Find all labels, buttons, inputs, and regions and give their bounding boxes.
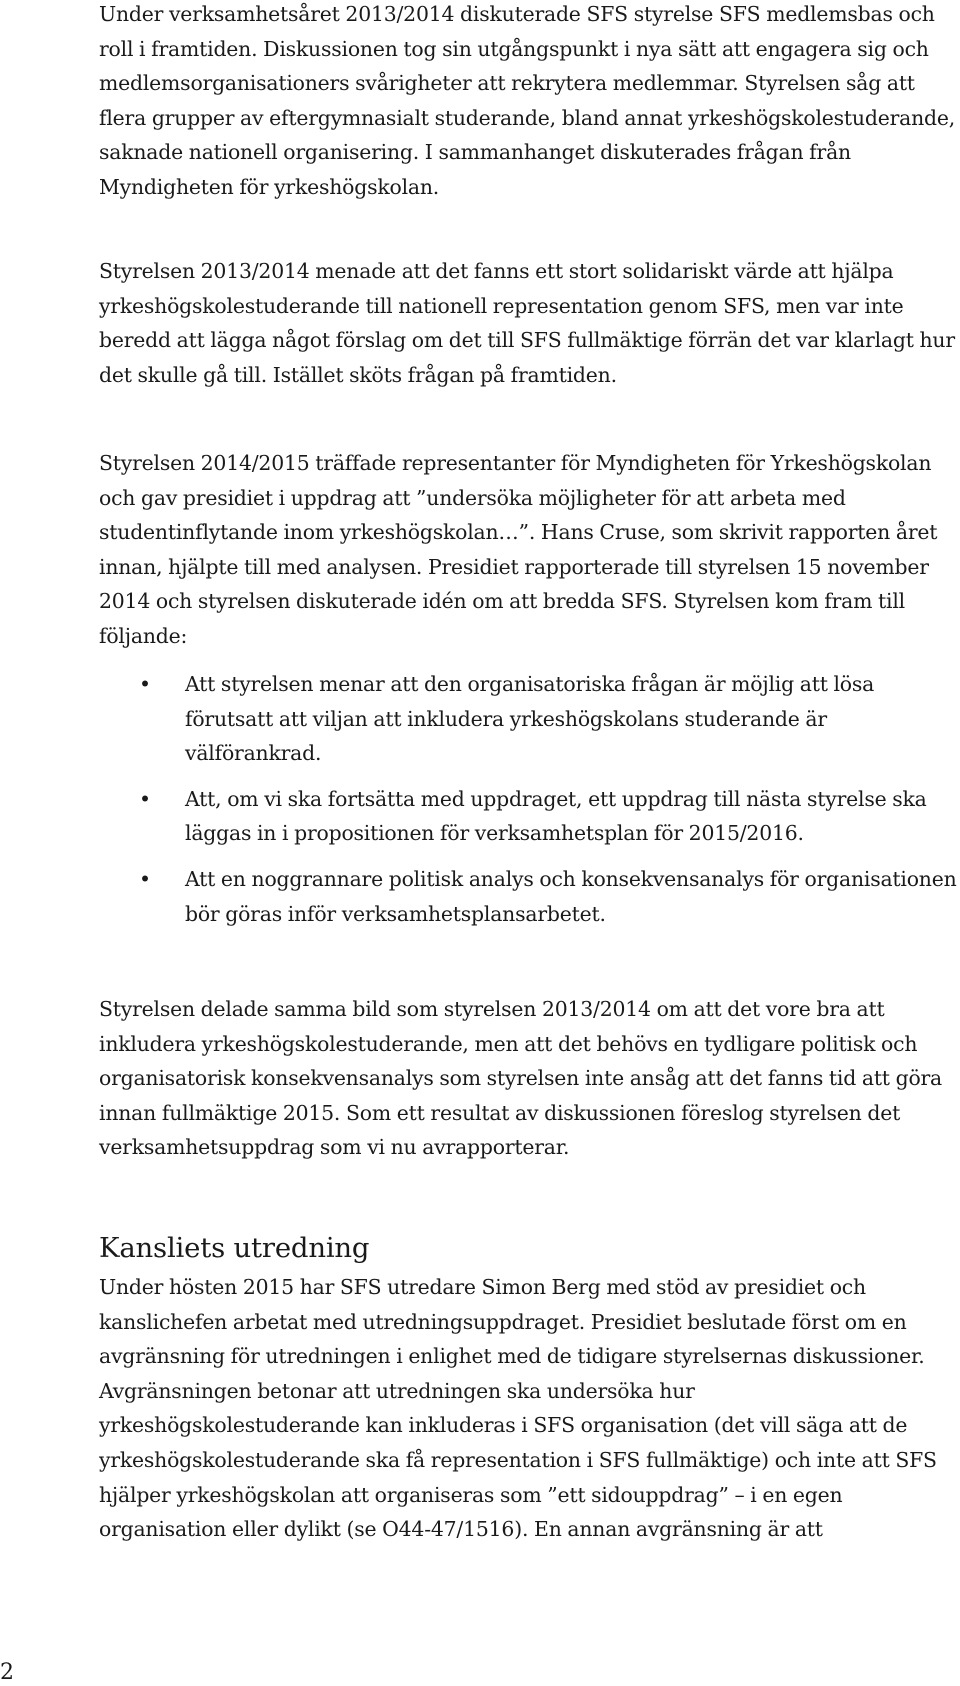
list-item [99, 782, 959, 851]
list-item-text: Att styrelsen menar att den organisatoriska frågan är möjlig att lösa förutsatt att viljan att inkludera yrkeshögskolans studerande är välförankrad. [185, 672, 875, 766]
conclusions-list [99, 667, 959, 931]
list-item-text: Att, om vi ska fortsätta med uppdraget, ett uppdrag till nästa styrelse ska läggas in i propositionen för verksamhetsplan för 2015/2016. [185, 786, 927, 846]
paragraph-styrelsen-delade: Styrelsen delade samma bild som styrelsen 2013/2014 om att det vore bra att inkludera yrkeshögskolestuderande, men att det behövs en tydligare politisk och organisatorisk konsekvensanalys som styrelsen inte ansåg att det fanns tid att göra innan fullmäktige 2015. Som ett resultat av diskussionen föreslog styrelsen det verksamhetsuppdrag som vi nu avrapporterar. [99, 997, 943, 1160]
paragraph-styrelsen-2014-2015: Styrelsen 2014/2015 träffade representanter för Myndigheten för Yrkeshögskolan och gav presidiet i uppdrag att ”undersöka möjligheter för att arbeta med studentinflytande inom yrkeshögskolan…”. Hans Cruse, som skrivit rapporten året innan, hjälpte till med analysen. Presidiet rapporterade till styrelsen 15 november 2014 och styrelsen diskuterade idén om att bredda SFS. Styrelsen kom fram till följande: [99, 451, 938, 648]
bullet-icon: • [139, 672, 151, 696]
page-number: 2 [0, 1660, 14, 1685]
paragraph-medlemsbas: Under verksamhetsåret 2013/2014 diskuterade SFS styrelse SFS medlemsbas och roll i framtiden. Diskussionen tog sin utgångspunkt i nya sätt att engagera sig och medlemsorganisationers svårigheter att rekrytera medlemmar. Styrelsen såg att flera grupper av eftergymnasialt studerande, bland annat yrkeshögskolestuderande, saknade nationell organisering. I sammanhanget diskuterades frågan från Myndigheten för yrkeshögskolan. [99, 2, 956, 199]
paragraph-styrelsen-2013-2014: Styrelsen 2013/2014 menade att det fanns ett stort solidariskt värde att hjälpa yrkeshögskolestuderande till nationell representation genom SFS, men var inte beredd att lägga något förslag om det till SFS fullmäktige förrän det var klarlagt hur det skulle gå till. Istället sköts frågan på framtiden. [99, 259, 955, 387]
list-item [99, 667, 959, 771]
bullet-icon: • [139, 786, 151, 811]
bullet-icon: • [139, 866, 151, 891]
paragraph-kansliets-utredning: Under hösten 2015 har SFS utredare Simon Berg med stöd av presidiet och kanslichefen arbetat med utredningsuppdraget. Presidiet beslutade först om en avgränsning för utredningen i enlighet med de tidigare styrelsernas diskussioner. Avgränsningen betonar att utredningen ska undersöka hur yrkeshögskolestuderande kan inkluderas i SFS organisation (det vill säga att de yrkeshögskolestuderande ska få representation i SFS fullmäktige) och inte att SFS hjälper yrkeshögskolan att organiseras som ”ett sidouppdrag” – i en egen organisation eller dylikt (se O44-47/1516). En annan avgränsning är att [99, 1275, 937, 1542]
list-item-text: Att en noggrannare politisk analys och konsekvensanalys för organisationen bör göras inför verksamhetsplansarbetet. [185, 866, 957, 926]
list-item [99, 862, 959, 931]
section-heading: Kansliets utredning [99, 1232, 370, 1264]
